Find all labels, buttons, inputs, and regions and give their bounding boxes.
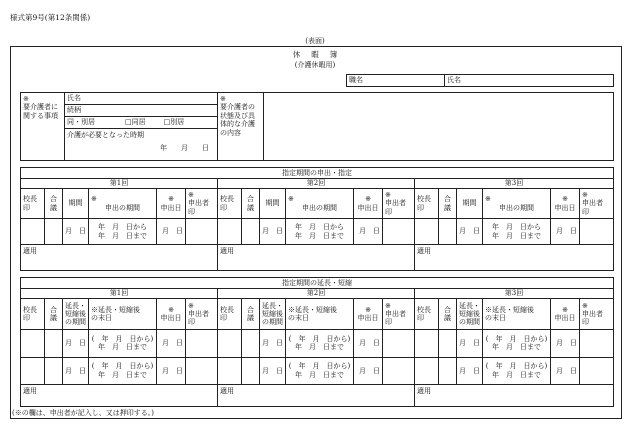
form-subtitle: (介護休暇用): [294, 61, 336, 69]
extended-period-cell[interactable]: 月 日: [63, 357, 89, 384]
requester-seal-cell[interactable]: [186, 219, 218, 245]
consult-cell[interactable]: [242, 357, 260, 384]
requester-seal-cell[interactable]: [383, 219, 415, 245]
principal-seal-header: 校長 印: [218, 299, 242, 330]
period-header: 期間: [457, 189, 483, 219]
extension-period-1: 第1回: [21, 289, 218, 299]
care-start-label: 介護が必要となった時期: [67, 131, 144, 139]
relation-field[interactable]: 続柄: [65, 105, 218, 117]
extended-period-header: 延長・ 短縮後 の期間: [457, 299, 483, 330]
consult-header: 合議: [439, 189, 457, 219]
new-end-date-header: ※延長・短縮後 の末日: [483, 299, 551, 330]
remarks-cell[interactable]: 適用: [218, 245, 415, 271]
request-date-cell[interactable]: 月 日: [354, 330, 383, 357]
consult-header: 合議: [242, 299, 260, 330]
applicant-table: [346, 74, 614, 87]
requester-seal-header: ※ 申出者 印: [383, 299, 415, 330]
request-date-cell[interactable]: 月 日: [551, 219, 580, 245]
new-end-date-cell[interactable]: ( 年 月 日から) 年 月 日まで: [483, 330, 551, 357]
form-number: 様式第9号(第12条関係): [10, 13, 91, 22]
separate-house-checkbox[interactable]: □別居: [163, 118, 185, 127]
requester-seal-cell[interactable]: [383, 357, 415, 384]
period-header: 期間: [63, 189, 89, 219]
face-label: (表面): [305, 37, 325, 45]
principal-seal-header: 校長 印: [218, 189, 242, 219]
principal-seal-cell[interactable]: [218, 219, 242, 245]
request-date-header: ※ 申出日: [551, 299, 580, 330]
extension-table: [20, 277, 614, 407]
requester-seal-header: ※ 申出者 印: [580, 299, 614, 330]
new-end-date-cell[interactable]: ( 年 月 日から) 年 月 日まで: [89, 357, 157, 384]
extension-period-3: 第3回: [415, 289, 614, 299]
care-start-date: 年 月 日: [160, 144, 209, 153]
request-date-cell[interactable]: 月 日: [157, 330, 186, 357]
condition-field[interactable]: [264, 93, 614, 161]
extended-period-cell[interactable]: 月 日: [457, 330, 483, 357]
request-date-cell[interactable]: 月 日: [354, 357, 383, 384]
request-period-header: ※ 申出の期間: [286, 189, 354, 219]
requester-seal-cell[interactable]: [580, 330, 614, 357]
living-label: 同・別居: [67, 118, 95, 127]
principal-seal-cell[interactable]: [218, 357, 242, 384]
family-table: [20, 92, 614, 161]
extended-period-cell[interactable]: 月 日: [457, 357, 483, 384]
living-arrangement-field[interactable]: [65, 117, 218, 129]
requester-seal-header: ※ 申出者 印: [186, 299, 218, 330]
remarks-cell[interactable]: 適用: [415, 245, 614, 271]
period-cell[interactable]: 月 日: [457, 219, 483, 245]
extended-period-cell[interactable]: 月 日: [260, 357, 286, 384]
period-header: 期間: [260, 189, 286, 219]
consult-header: 合議: [45, 299, 63, 330]
consult-header: 合議: [439, 299, 457, 330]
designation-title: 指定期間の申出・指定: [21, 168, 614, 179]
consult-cell[interactable]: [45, 219, 63, 245]
extended-period-cell[interactable]: 月 日: [63, 330, 89, 357]
family-section-label: [21, 93, 65, 161]
remarks-cell[interactable]: 適用: [218, 384, 415, 406]
requester-seal-cell[interactable]: [580, 219, 614, 245]
requester-seal-cell[interactable]: [186, 330, 218, 357]
job-title-cell[interactable]: 職名: [347, 75, 445, 87]
applicant-name-cell[interactable]: 氏名: [445, 75, 614, 87]
family-name-field[interactable]: 氏名: [65, 93, 218, 105]
footnote: (※の欄は、申出者が記入し、又は押印する。): [12, 409, 154, 417]
consult-cell[interactable]: [45, 357, 63, 384]
requester-seal-cell[interactable]: [580, 357, 614, 384]
consult-header: 合議: [45, 189, 63, 219]
consult-cell[interactable]: [439, 357, 457, 384]
consult-cell[interactable]: [242, 330, 260, 357]
request-period-cell[interactable]: 年 月 日から 年 月 日まで: [286, 219, 354, 245]
requester-seal-header: ※ 申出者 印: [580, 189, 614, 219]
same-house-checkbox[interactable]: □同居: [125, 118, 146, 127]
remarks-cell[interactable]: 適用: [21, 384, 218, 406]
consult-cell[interactable]: [439, 330, 457, 357]
request-date-cell[interactable]: 月 日: [551, 357, 580, 384]
request-date-cell[interactable]: 月 日: [157, 219, 186, 245]
request-date-cell[interactable]: 月 日: [551, 330, 580, 357]
request-period-cell[interactable]: 年 月 日から 年 月 日まで: [483, 219, 551, 245]
requester-seal-cell[interactable]: [383, 330, 415, 357]
principal-seal-cell[interactable]: [21, 330, 45, 357]
period-cell[interactable]: 月 日: [260, 219, 286, 245]
request-date-cell[interactable]: 月 日: [354, 219, 383, 245]
new-end-date-cell[interactable]: ( 年 月 日から) 年 月 日まで: [286, 357, 354, 384]
extended-period-cell[interactable]: 月 日: [260, 330, 286, 357]
requester-seal-cell[interactable]: [186, 357, 218, 384]
principal-seal-header: 校長 印: [21, 189, 45, 219]
principal-seal-cell[interactable]: [415, 357, 439, 384]
new-end-date-cell[interactable]: ( 年 月 日から) 年 月 日まで: [286, 330, 354, 357]
request-period-header: ※ 申出の期間: [483, 189, 551, 219]
designation-period-2: 第2回: [218, 179, 415, 189]
principal-seal-header: 校長 印: [415, 189, 439, 219]
request-date-header: ※ 申出日: [157, 299, 186, 330]
principal-seal-cell[interactable]: [415, 330, 439, 357]
principal-seal-cell[interactable]: [21, 357, 45, 384]
request-date-cell[interactable]: 月 日: [157, 357, 186, 384]
request-period-cell[interactable]: 年 月 日から 年 月 日まで: [89, 219, 157, 245]
request-date-header: ※ 申出日: [354, 189, 383, 219]
period-cell[interactable]: 月 日: [63, 219, 89, 245]
consult-cell[interactable]: [45, 330, 63, 357]
form-title: 休暇簿: [292, 50, 349, 59]
principal-seal-header: 校長 印: [415, 299, 439, 330]
requester-seal-header: ※ 申出者 印: [186, 189, 218, 219]
new-end-date-cell[interactable]: ( 年 月 日から) 年 月 日まで: [89, 330, 157, 357]
extension-title: 指定期間の延長・短縮: [21, 278, 614, 289]
principal-seal-cell[interactable]: [218, 330, 242, 357]
new-end-date-cell[interactable]: ( 年 月 日から) 年 月 日まで: [483, 357, 551, 384]
consult-cell[interactable]: [439, 219, 457, 245]
principal-seal-header: 校長 印: [21, 299, 45, 330]
consult-header: 合議: [242, 189, 260, 219]
request-period-header: ※ 申出の期間: [89, 189, 157, 219]
requester-seal-header: ※ 申出者 印: [383, 189, 415, 219]
family-section-text: 要介護者に 関する事項: [23, 103, 58, 120]
remarks-cell[interactable]: 適用: [415, 384, 614, 406]
remarks-cell[interactable]: 適用: [21, 245, 218, 271]
principal-seal-cell[interactable]: [415, 219, 439, 245]
request-date-header: ※ 申出日: [551, 189, 580, 219]
condition-label: ※ 要介護者の 状態及び具 体的な介護 の内容: [218, 93, 264, 161]
extension-period-2: 第2回: [218, 289, 415, 299]
designation-period-1: 第1回: [21, 179, 218, 189]
extended-period-header: 延長・ 短縮後 の期間: [63, 299, 89, 330]
consult-cell[interactable]: [242, 219, 260, 245]
required-mark: ※: [23, 95, 29, 103]
request-date-header: ※ 申出日: [354, 299, 383, 330]
new-end-date-header: ※延長・短縮後 の末日: [286, 299, 354, 330]
designation-table: [20, 167, 614, 271]
request-date-header: ※ 申出日: [157, 189, 186, 219]
extended-period-header: 延長・ 短縮後 の期間: [260, 299, 286, 330]
principal-seal-cell[interactable]: [21, 219, 45, 245]
designation-period-3: 第3回: [415, 179, 614, 189]
care-start-field[interactable]: [65, 129, 218, 161]
new-end-date-header: ※延長・短縮後 の末日: [89, 299, 157, 330]
